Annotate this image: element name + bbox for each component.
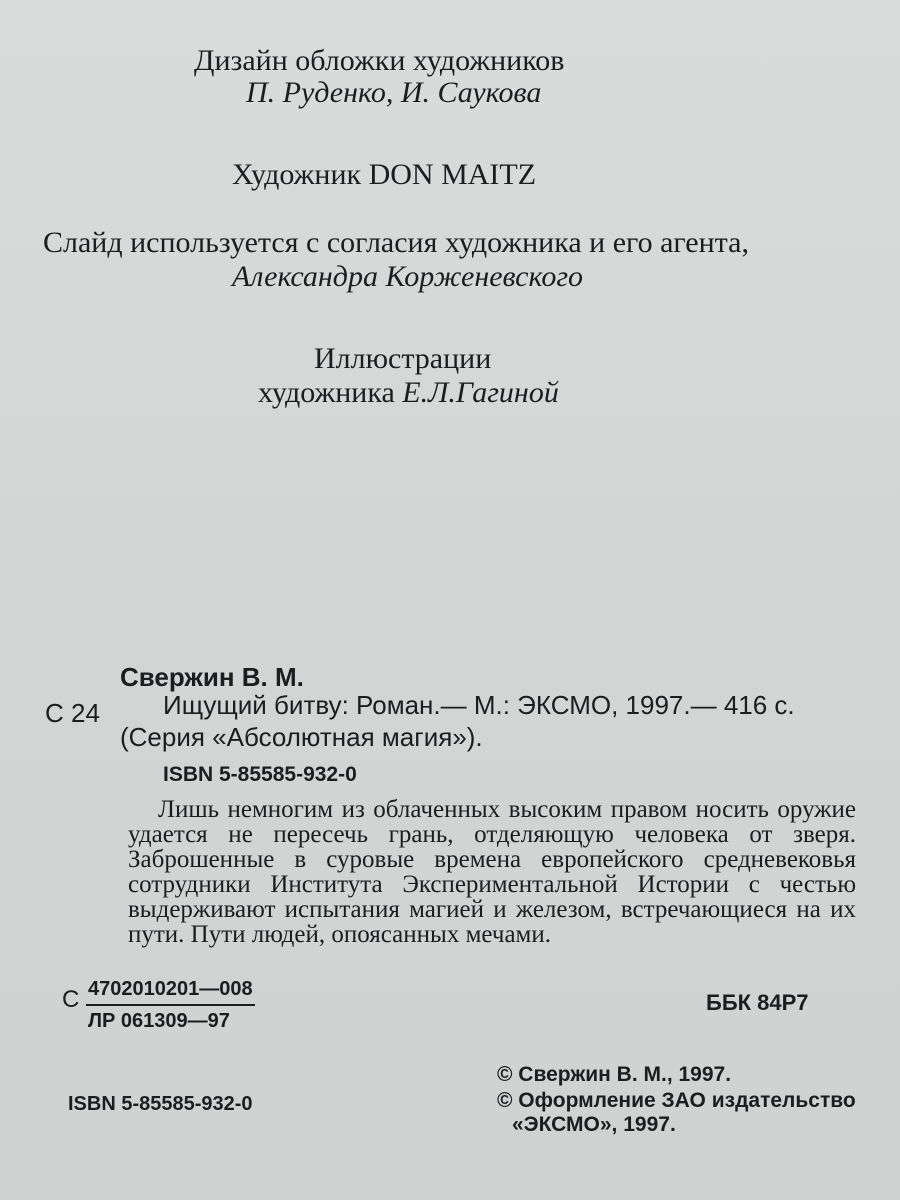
catalog-series-line: (Серия «Абсолютная магия»). [120, 722, 483, 752]
illustrations-by-name: Е.Л.Гагиной [402, 376, 559, 409]
catalog-author: Свержин В. М. [120, 662, 304, 692]
copyright-design-line2: «ЭКСМО», 1997. [512, 1113, 676, 1136]
catalog-index-code: С 24 [45, 698, 100, 728]
catalog-isbn: ISBN 5-85585-932-0 [163, 763, 357, 786]
slide-notice-line2: Александра Корженевского [232, 260, 584, 293]
classification-fraction [86, 978, 255, 1033]
footer-isbn: ISBN 5-85585-932-0 [68, 1093, 253, 1115]
illustrations-label: Иллюстрации [314, 342, 492, 375]
classification-prefix: С [62, 986, 80, 1013]
slide-notice-line1: Слайд используется с согласия художника и его агента, [43, 226, 749, 259]
illustrations-by [258, 378, 559, 408]
bbk-code: ББК 84Р7 [706, 990, 809, 1015]
illustrations-by-prefix: художника [258, 376, 395, 409]
cover-design-label: Дизайн обложки художников [194, 44, 565, 77]
cover-design-names: П. Руденко, И. Саукова [246, 76, 542, 109]
classification-numerator: 4702010201—008 [86, 978, 255, 1006]
artist-credit: Художник DON MAITZ [232, 158, 537, 191]
classification-denominator: ЛР 061309—97 [88, 1010, 230, 1032]
catalog-title-line: Ищущий битву: Роман.— М.: ЭКСМО, 1997.— 416 с. [163, 690, 795, 720]
copyright-design-line1: © Оформление ЗАО издательство [497, 1089, 856, 1112]
abstract-text: Лишь немногим из облаченных высоким правом носить оружие удается не пересечь грань, отделяющую человека от зверя. Заброшенные в суровые времена европейского средневековья сотрудники Института Экспериментальной Истории с честью выдерживают испытания магией и железом, встречающиеся на их пути. Пути людей, опоясанных мечами. [128, 796, 856, 948]
copyright-author: © Свержин В. М., 1997. [497, 1063, 732, 1086]
abstract-paragraph [128, 797, 856, 947]
